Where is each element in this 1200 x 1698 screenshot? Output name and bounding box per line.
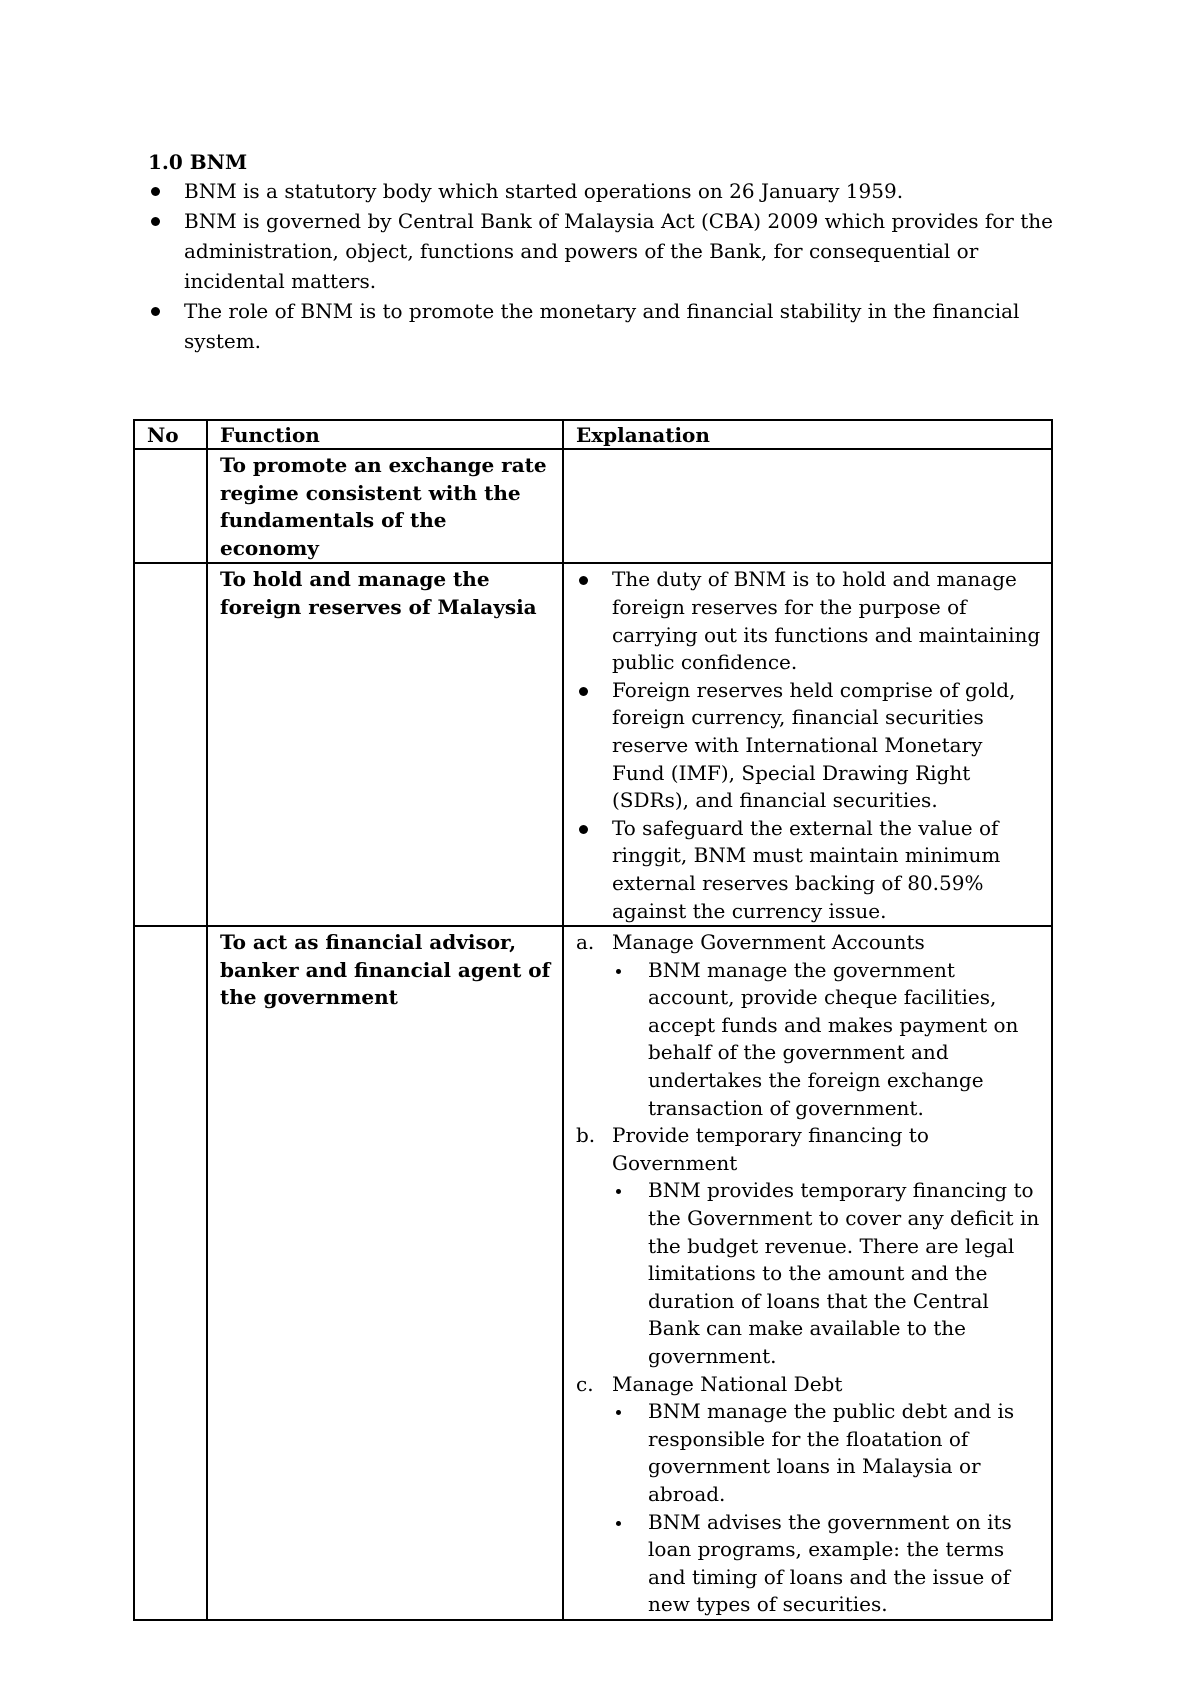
bullet-icon	[151, 187, 160, 196]
header-explanation: Explanation	[563, 420, 1052, 449]
section-point-text: BNM provides temporary financing to the Government to cover any deficit in the budget revenue. There are legal limitations to the amount and the duration of loans that the Central Bank can make available to the government.	[648, 1178, 1040, 1368]
section-point-text: BNM manage the public debt and is responsible for the floatation of government loans in Malaysia or abroad.	[648, 1399, 1015, 1506]
explanation-point-text: To safeguard the external the value of ringgit, BNM must maintain minimum external reserves backing of 80.59% against the currency issue.	[612, 815, 1001, 923]
intro-point-text: BNM is governed by Central Bank of Malaysia Act (CBA) 2009 which provides for the administration, object, functions and powers of the Bank, for consequential or incidental matters.	[184, 209, 1053, 293]
cell-no	[134, 563, 207, 926]
functions-table	[133, 419, 1053, 1621]
intro-bullet-list	[148, 176, 1058, 356]
section-marker: b.	[576, 1123, 596, 1148]
explanation-point	[576, 815, 1041, 925]
small-bullet-icon	[616, 1410, 621, 1415]
header-no: No	[134, 420, 207, 449]
bullet-icon	[151, 217, 160, 226]
function-title: To promote an exchange rate regime consistent with the fundamentals of the economy	[220, 453, 547, 560]
bullet-icon	[151, 307, 160, 316]
table-header-row	[134, 420, 1052, 449]
intro-point-text: BNM is a statutory body which started operations on 26 January 1959.	[184, 179, 904, 203]
section-point	[612, 1177, 1041, 1370]
cell-explanation	[563, 926, 1052, 1620]
section-title: Manage National Debt	[612, 1371, 843, 1396]
section-point	[612, 957, 1041, 1123]
section-point-text: BNM advises the government on its loan programs, example: the terms and timing of loans and the issue of new types of securities.	[648, 1509, 1012, 1617]
bullet-icon	[579, 825, 588, 834]
cell-function	[207, 563, 563, 926]
intro-point-text: The role of BNM is to promote the monetary and financial stability in the financial system.	[184, 299, 1020, 353]
explanation-point	[576, 566, 1041, 676]
section-point-list	[612, 957, 1041, 1123]
cell-explanation	[563, 449, 1052, 563]
function-title: To act as financial advisor, banker and financial agent of the government	[220, 930, 551, 1010]
section-title: Provide temporary financing to Government	[612, 1123, 929, 1175]
explanation-bullet-list	[576, 566, 1041, 925]
cell-function	[207, 926, 563, 1620]
section-point-text: BNM manage the government account, provide cheque facilities, accept funds and makes payment on behalf of the government and undertakes the foreign exchange transaction of government.	[648, 957, 1019, 1120]
section-heading: 1.0 BNM	[148, 150, 248, 174]
explanation-point-text: The duty of BNM is to hold and manage foreign reserves for the purpose of carrying out its functions and maintaining public confidence.	[612, 567, 1041, 675]
small-bullet-icon	[616, 969, 621, 974]
table-row	[134, 926, 1052, 1620]
cell-no	[134, 926, 207, 1620]
explanation-lettered-list	[576, 929, 1041, 1619]
intro-point	[148, 176, 1058, 206]
explanation-section	[576, 929, 1041, 1122]
explanation-point	[576, 677, 1041, 815]
cell-explanation	[563, 563, 1052, 926]
small-bullet-icon	[616, 1521, 621, 1526]
section-marker: a.	[576, 930, 595, 955]
explanation-section	[576, 1371, 1041, 1619]
cell-function	[207, 449, 563, 563]
intro-point	[148, 296, 1058, 356]
section-point-list	[612, 1177, 1041, 1370]
intro-point	[148, 206, 1058, 296]
explanation-section	[576, 1122, 1041, 1370]
section-point	[612, 1509, 1041, 1619]
table-row	[134, 563, 1052, 926]
section-title: Manage Government Accounts	[612, 930, 925, 955]
table-row	[134, 449, 1052, 563]
section-marker: c.	[576, 1371, 594, 1396]
function-title: To hold and manage the foreign reserves of Malaysia	[220, 567, 537, 619]
section-point	[612, 1398, 1041, 1508]
small-bullet-icon	[616, 1189, 621, 1194]
cell-no	[134, 449, 207, 563]
bullet-icon	[579, 576, 588, 585]
bullet-icon	[579, 687, 588, 696]
header-function: Function	[207, 420, 563, 449]
section-point-list	[612, 1398, 1041, 1619]
explanation-point-text: Foreign reserves held comprise of gold, foreign currency, financial securities reserve with International Monetary Fund (IMF), Special Drawing Right (SDRs), and financial securities.	[612, 677, 1016, 813]
